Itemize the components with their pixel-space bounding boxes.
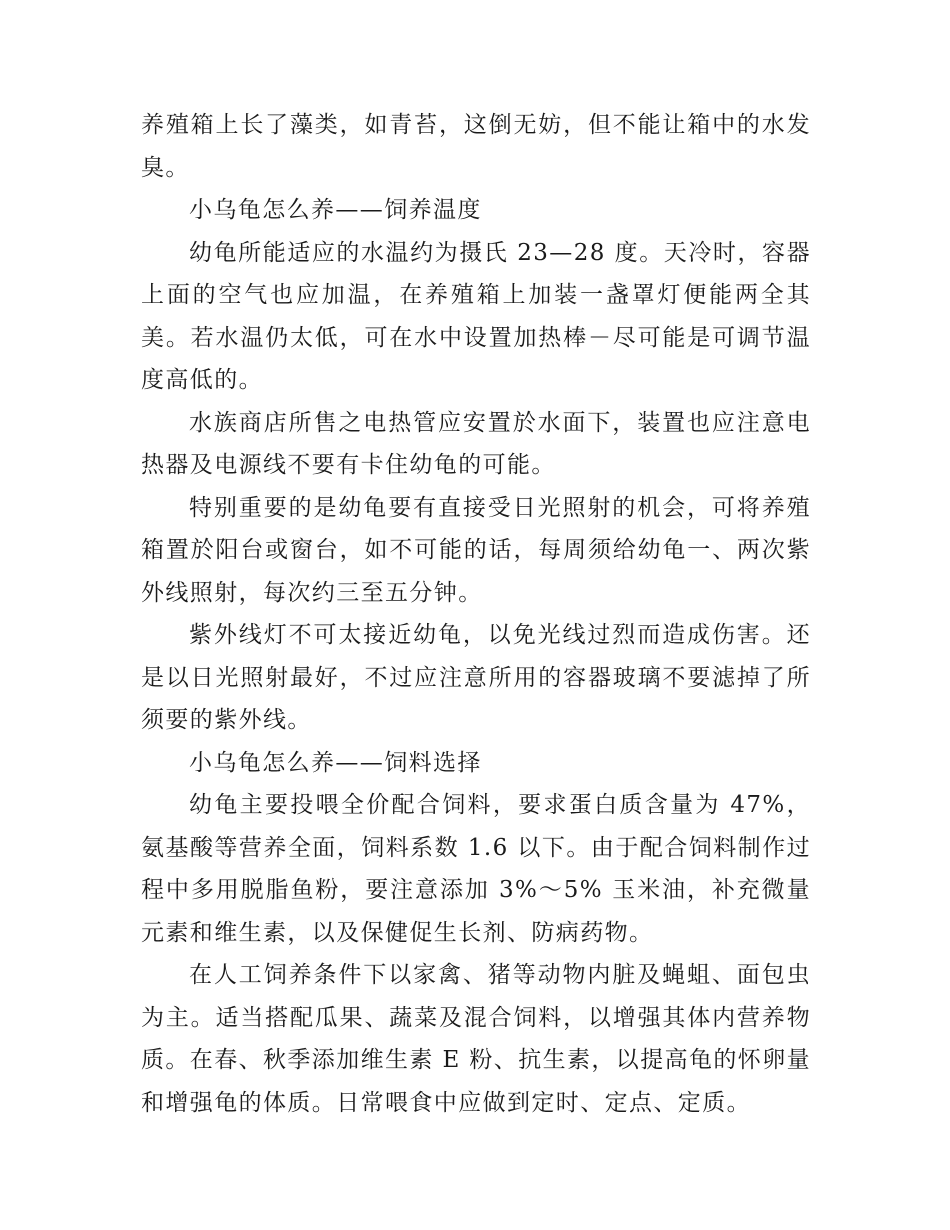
document-body: [141, 104, 811, 1124]
section-heading-feed: 小乌龟怎么养——饲料选择: [189, 749, 482, 776]
paragraph-artificial-feeding: 在人工饲养条件下以家禽、猪等动物内脏及蝇蛆、面包虫为主。适当搭配瓜果、蔬菜及混合饲料，以增强其体内营养物质。在春、秋季添加维生素 E 粉、抗生素，以提高龟的怀卵量和增强龟的体质。日常喂食中应做到定时、定点、定质。: [141, 962, 812, 1116]
paragraph-compound-feed: 幼龟主要投喂全价配合饲料，要求蛋白质含量为 47%，氨基酸等营养全面，饲料系数 1.6 以下。由于配合饲料制作过程中多用脱脂鱼粉，要注意添加 3%～5% 玉米油，补充微量元素和维生素，以及保健促生长剂、防病药物。: [141, 792, 811, 946]
paragraph-heater: 水族商店所售之电热管应安置於水面下，装置也应注意电热器及电源线不要有卡住幼龟的可能。: [141, 409, 811, 478]
paragraph-sunlight: 特别重要的是幼龟要有直接受日光照射的机会，可将养殖箱置於阳台或窗台，如不可能的话，每周须给幼龟一、两次紫外线照射，每次约三至五分钟。: [141, 494, 811, 606]
paragraph-continuation: 养殖箱上长了藻类，如青苔，这倒无妨，但不能让箱中的水发臭。: [141, 112, 811, 181]
paragraph-water-temperature: 幼龟所能适应的水温约为摄氏 23—28 度。天冷时，容器上面的空气也应加温，在养殖箱上加装一盏罩灯便能两全其美。若水温仍太低，可在水中设置加热棒－尽可能是可调节温度高低的。: [141, 239, 811, 393]
section-heading-temperature: 小乌龟怎么养——饲养温度: [189, 197, 482, 223]
paragraph-uv-lamp: 紫外线灯不可太接近幼龟，以免光线过烈而造成伤害。还是以日光照射最好，不过应注意所用的容器玻璃不要滤掉了所须要的紫外线。: [141, 622, 811, 733]
